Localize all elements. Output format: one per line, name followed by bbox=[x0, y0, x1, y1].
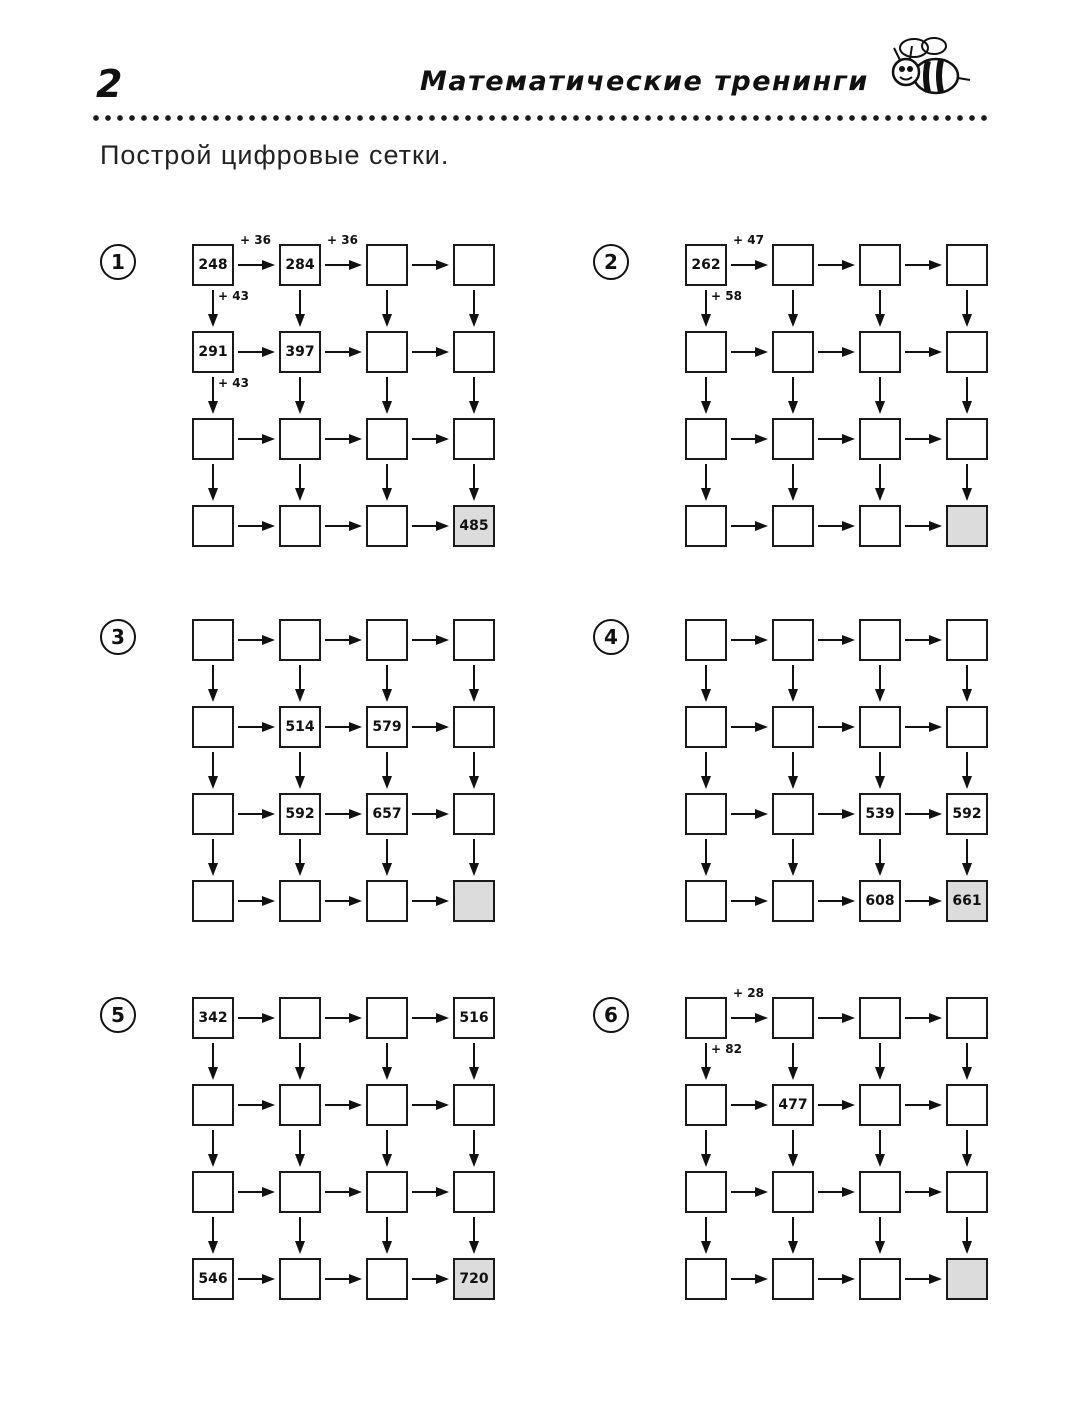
grid-cell[interactable]: 579 bbox=[366, 706, 408, 748]
arrow-right-icon bbox=[238, 896, 275, 906]
grid-cell[interactable] bbox=[859, 706, 901, 748]
arrow-down-icon bbox=[469, 752, 479, 789]
grid-cell[interactable] bbox=[366, 997, 408, 1039]
arrow-right-icon bbox=[818, 635, 855, 645]
arrow-down-icon bbox=[875, 839, 885, 876]
grid-cell[interactable] bbox=[946, 997, 988, 1039]
grid-cell[interactable] bbox=[279, 1084, 321, 1126]
step-hint: + 58 bbox=[711, 289, 742, 303]
arrow-right-icon bbox=[818, 896, 855, 906]
task-instruction: Построй цифровые сетки. bbox=[100, 140, 450, 170]
arrow-down-icon bbox=[208, 290, 218, 327]
grid-cell[interactable] bbox=[279, 505, 321, 547]
grid-cell[interactable] bbox=[946, 1258, 988, 1300]
puzzle-number: 2 bbox=[593, 244, 629, 280]
puzzle-number: 4 bbox=[593, 619, 629, 655]
grid-cell[interactable] bbox=[859, 1258, 901, 1300]
arrow-down-icon bbox=[295, 839, 305, 876]
arrow-right-icon bbox=[818, 434, 855, 444]
arrow-right-icon bbox=[905, 347, 942, 357]
grid-cell[interactable] bbox=[859, 1084, 901, 1126]
arrow-down-icon bbox=[469, 665, 479, 702]
arrow-down-icon bbox=[962, 839, 972, 876]
grid-cell[interactable] bbox=[192, 793, 234, 835]
grid-cell[interactable] bbox=[685, 331, 727, 373]
grid-cell[interactable] bbox=[685, 793, 727, 835]
arrow-right-icon bbox=[905, 1013, 942, 1023]
grid-cell[interactable] bbox=[453, 706, 495, 748]
arrow-right-icon bbox=[412, 1274, 449, 1284]
arrow-down-icon bbox=[469, 1130, 479, 1167]
arrow-right-icon bbox=[818, 1100, 855, 1110]
grid-cell[interactable] bbox=[192, 880, 234, 922]
arrow-right-icon bbox=[818, 1013, 855, 1023]
arrow-right-icon bbox=[731, 434, 768, 444]
arrow-right-icon bbox=[731, 809, 768, 819]
grid-cell[interactable] bbox=[366, 505, 408, 547]
grid-cell[interactable] bbox=[453, 331, 495, 373]
arrow-down-icon bbox=[701, 1217, 711, 1254]
grid-cell[interactable]: 592 bbox=[946, 793, 988, 835]
grid-cell[interactable] bbox=[772, 997, 814, 1039]
grid-cell[interactable] bbox=[279, 619, 321, 661]
grid-cell[interactable]: 284 bbox=[279, 244, 321, 286]
step-hint: + 82 bbox=[711, 1042, 742, 1056]
grid-cell[interactable]: 342 bbox=[192, 997, 234, 1039]
grid-cell[interactable] bbox=[859, 997, 901, 1039]
arrow-right-icon bbox=[325, 260, 362, 270]
arrow-down-icon bbox=[962, 1217, 972, 1254]
arrow-right-icon bbox=[238, 434, 275, 444]
arrow-down-icon bbox=[295, 665, 305, 702]
arrow-right-icon bbox=[731, 896, 768, 906]
arrow-down-icon bbox=[875, 1217, 885, 1254]
arrow-down-icon bbox=[208, 839, 218, 876]
grid-cell[interactable] bbox=[453, 880, 495, 922]
grid-cell[interactable]: 516 bbox=[453, 997, 495, 1039]
number-grid bbox=[593, 619, 1013, 949]
arrow-down-icon bbox=[962, 464, 972, 501]
grid-cell[interactable] bbox=[772, 619, 814, 661]
puzzle-6 bbox=[593, 986, 1013, 1327]
arrow-down-icon bbox=[875, 665, 885, 702]
arrow-right-icon bbox=[905, 521, 942, 531]
arrow-right-icon bbox=[325, 809, 362, 819]
grid-cell[interactable] bbox=[859, 1171, 901, 1213]
arrow-right-icon bbox=[905, 809, 942, 819]
arrow-right-icon bbox=[412, 1187, 449, 1197]
arrow-right-icon bbox=[905, 896, 942, 906]
grid-cell[interactable] bbox=[453, 1171, 495, 1213]
arrow-right-icon bbox=[325, 434, 362, 444]
arrow-right-icon bbox=[238, 722, 275, 732]
arrow-right-icon bbox=[325, 521, 362, 531]
grid-cell[interactable] bbox=[192, 619, 234, 661]
puzzle-2 bbox=[593, 233, 1013, 574]
grid-cell[interactable] bbox=[772, 1258, 814, 1300]
puzzle-4 bbox=[593, 619, 1013, 949]
puzzle-5 bbox=[100, 997, 520, 1327]
arrow-right-icon bbox=[905, 1274, 942, 1284]
puzzle-number: 1 bbox=[100, 244, 136, 280]
grid-cell[interactable]: 248 bbox=[192, 244, 234, 286]
arrow-right-icon bbox=[731, 521, 768, 531]
arrow-right-icon bbox=[818, 1274, 855, 1284]
arrow-right-icon bbox=[325, 1187, 362, 1197]
grid-cell[interactable] bbox=[279, 418, 321, 460]
arrow-right-icon bbox=[238, 1013, 275, 1023]
grid-cell[interactable] bbox=[685, 1084, 727, 1126]
puzzle-number: 3 bbox=[100, 619, 136, 655]
grid-cell[interactable] bbox=[279, 1258, 321, 1300]
grid-cell[interactable] bbox=[685, 880, 727, 922]
grid-cell[interactable] bbox=[772, 418, 814, 460]
arrow-down-icon bbox=[208, 665, 218, 702]
arrow-right-icon bbox=[731, 260, 768, 270]
arrow-right-icon bbox=[325, 635, 362, 645]
grid-cell[interactable] bbox=[366, 1171, 408, 1213]
arrow-down-icon bbox=[469, 290, 479, 327]
arrow-right-icon bbox=[412, 896, 449, 906]
arrow-right-icon bbox=[238, 260, 275, 270]
grid-cell[interactable]: 608 bbox=[859, 880, 901, 922]
grid-cell[interactable] bbox=[946, 331, 988, 373]
arrow-right-icon bbox=[818, 722, 855, 732]
grid-cell[interactable]: 477 bbox=[772, 1084, 814, 1126]
grid-cell[interactable]: 657 bbox=[366, 793, 408, 835]
arrow-down-icon bbox=[295, 464, 305, 501]
step-hint: + 47 bbox=[733, 233, 764, 247]
grid-cell[interactable] bbox=[366, 1258, 408, 1300]
grid-cell[interactable] bbox=[279, 997, 321, 1039]
arrow-down-icon bbox=[962, 377, 972, 414]
arrow-down-icon bbox=[701, 1130, 711, 1167]
grid-cell[interactable] bbox=[685, 1258, 727, 1300]
bee-icon bbox=[884, 34, 974, 102]
arrow-down-icon bbox=[469, 839, 479, 876]
number-grid bbox=[593, 233, 1013, 574]
arrow-down-icon bbox=[701, 377, 711, 414]
grid-cell[interactable] bbox=[192, 1171, 234, 1213]
arrow-down-icon bbox=[788, 665, 798, 702]
grid-cell[interactable]: 720 bbox=[453, 1258, 495, 1300]
arrow-down-icon bbox=[875, 377, 885, 414]
arrow-down-icon bbox=[875, 290, 885, 327]
arrow-right-icon bbox=[238, 1274, 275, 1284]
arrow-down-icon bbox=[962, 290, 972, 327]
arrow-right-icon bbox=[325, 896, 362, 906]
arrow-right-icon bbox=[905, 635, 942, 645]
grid-cell[interactable] bbox=[685, 706, 727, 748]
arrow-right-icon bbox=[238, 1187, 275, 1197]
puzzle-number: 5 bbox=[100, 997, 136, 1033]
grid-cell[interactable] bbox=[946, 505, 988, 547]
grid-cell[interactable] bbox=[453, 1084, 495, 1126]
grid-cell[interactable] bbox=[685, 505, 727, 547]
arrow-down-icon bbox=[788, 1217, 798, 1254]
grid-cell[interactable] bbox=[772, 1171, 814, 1213]
arrow-down-icon bbox=[788, 1130, 798, 1167]
grid-cell[interactable]: 485 bbox=[453, 505, 495, 547]
arrow-right-icon bbox=[238, 1100, 275, 1110]
puzzle-number: 6 bbox=[593, 997, 629, 1033]
grid-cell[interactable] bbox=[772, 880, 814, 922]
grid-cell[interactable] bbox=[859, 505, 901, 547]
grid-cell[interactable] bbox=[946, 706, 988, 748]
arrow-down-icon bbox=[469, 1217, 479, 1254]
arrow-down-icon bbox=[382, 1130, 392, 1167]
arrow-down-icon bbox=[875, 1130, 885, 1167]
grid-cell[interactable]: 539 bbox=[859, 793, 901, 835]
arrow-right-icon bbox=[818, 521, 855, 531]
step-hint: + 28 bbox=[733, 986, 764, 1000]
arrow-down-icon bbox=[208, 752, 218, 789]
arrow-down-icon bbox=[701, 839, 711, 876]
arrow-down-icon bbox=[788, 377, 798, 414]
grid-cell[interactable]: 291 bbox=[192, 331, 234, 373]
grid-cell[interactable]: 514 bbox=[279, 706, 321, 748]
arrow-down-icon bbox=[788, 1043, 798, 1080]
arrow-down-icon bbox=[382, 377, 392, 414]
grid-cell[interactable]: 661 bbox=[946, 880, 988, 922]
arrow-right-icon bbox=[325, 1100, 362, 1110]
arrow-down-icon bbox=[701, 290, 711, 327]
grid-cell[interactable] bbox=[859, 244, 901, 286]
grid-cell[interactable] bbox=[772, 331, 814, 373]
arrow-right-icon bbox=[905, 1100, 942, 1110]
arrow-down-icon bbox=[701, 665, 711, 702]
arrow-down-icon bbox=[469, 377, 479, 414]
arrow-down-icon bbox=[788, 290, 798, 327]
grid-cell[interactable]: 397 bbox=[279, 331, 321, 373]
arrow-down-icon bbox=[875, 752, 885, 789]
arrow-right-icon bbox=[818, 347, 855, 357]
arrow-down-icon bbox=[208, 1217, 218, 1254]
page-title: Математические тренинги bbox=[420, 66, 869, 97]
grid-cell[interactable] bbox=[685, 997, 727, 1039]
arrow-down-icon bbox=[208, 377, 218, 414]
arrow-down-icon bbox=[295, 1130, 305, 1167]
arrow-right-icon bbox=[325, 722, 362, 732]
grid-cell[interactable]: 592 bbox=[279, 793, 321, 835]
arrow-right-icon bbox=[731, 1187, 768, 1197]
number-grid bbox=[593, 986, 1013, 1327]
arrow-right-icon bbox=[238, 347, 275, 357]
arrow-right-icon bbox=[412, 1013, 449, 1023]
arrow-down-icon bbox=[788, 464, 798, 501]
puzzle-1 bbox=[100, 233, 520, 574]
grid-cell[interactable] bbox=[366, 244, 408, 286]
grid-cell[interactable] bbox=[192, 706, 234, 748]
grid-cell[interactable] bbox=[859, 331, 901, 373]
grid-cell[interactable] bbox=[453, 793, 495, 835]
arrow-down-icon bbox=[382, 752, 392, 789]
arrow-down-icon bbox=[382, 1217, 392, 1254]
step-hint: + 36 bbox=[240, 233, 271, 247]
grid-cell[interactable] bbox=[279, 1171, 321, 1213]
arrow-down-icon bbox=[208, 464, 218, 501]
grid-cell[interactable] bbox=[772, 706, 814, 748]
arrow-right-icon bbox=[412, 434, 449, 444]
grid-cell[interactable] bbox=[772, 505, 814, 547]
arrow-down-icon bbox=[701, 464, 711, 501]
arrow-down-icon bbox=[295, 1043, 305, 1080]
arrow-right-icon bbox=[412, 347, 449, 357]
arrow-right-icon bbox=[412, 635, 449, 645]
arrow-down-icon bbox=[701, 752, 711, 789]
arrow-down-icon bbox=[962, 752, 972, 789]
arrow-right-icon bbox=[905, 1187, 942, 1197]
grid-cell[interactable] bbox=[453, 418, 495, 460]
grid-cell[interactable] bbox=[859, 619, 901, 661]
arrow-right-icon bbox=[818, 260, 855, 270]
arrow-right-icon bbox=[412, 809, 449, 819]
grid-cell[interactable] bbox=[772, 244, 814, 286]
arrow-down-icon bbox=[469, 1043, 479, 1080]
arrow-right-icon bbox=[818, 1187, 855, 1197]
grid-cell[interactable] bbox=[685, 1171, 727, 1213]
arrow-right-icon bbox=[731, 1013, 768, 1023]
arrow-down-icon bbox=[875, 1043, 885, 1080]
grid-cell[interactable] bbox=[366, 418, 408, 460]
page-number: 2 bbox=[96, 62, 123, 106]
step-hint: + 36 bbox=[327, 233, 358, 247]
number-grid bbox=[100, 619, 520, 949]
grid-cell[interactable] bbox=[192, 1084, 234, 1126]
grid-cell[interactable]: 546 bbox=[192, 1258, 234, 1300]
arrow-right-icon bbox=[238, 635, 275, 645]
arrow-right-icon bbox=[731, 1274, 768, 1284]
grid-cell[interactable] bbox=[946, 1171, 988, 1213]
grid-cell[interactable] bbox=[453, 619, 495, 661]
arrow-down-icon bbox=[382, 290, 392, 327]
arrow-down-icon bbox=[382, 464, 392, 501]
arrow-down-icon bbox=[875, 464, 885, 501]
arrow-right-icon bbox=[412, 722, 449, 732]
grid-cell[interactable] bbox=[859, 418, 901, 460]
arrow-right-icon bbox=[731, 347, 768, 357]
grid-cell[interactable] bbox=[366, 331, 408, 373]
arrow-right-icon bbox=[412, 260, 449, 270]
arrow-right-icon bbox=[325, 1013, 362, 1023]
dotted-separator bbox=[90, 113, 988, 123]
arrow-right-icon bbox=[325, 347, 362, 357]
arrow-down-icon bbox=[382, 839, 392, 876]
grid-cell[interactable] bbox=[192, 418, 234, 460]
grid-cell[interactable] bbox=[946, 418, 988, 460]
arrow-down-icon bbox=[788, 752, 798, 789]
arrow-down-icon bbox=[208, 1043, 218, 1080]
number-grid bbox=[100, 997, 520, 1327]
arrow-right-icon bbox=[325, 1274, 362, 1284]
arrow-right-icon bbox=[238, 809, 275, 819]
arrow-down-icon bbox=[701, 1043, 711, 1080]
arrow-down-icon bbox=[962, 1130, 972, 1167]
arrow-down-icon bbox=[295, 1217, 305, 1254]
arrow-right-icon bbox=[412, 1100, 449, 1110]
puzzle-3 bbox=[100, 619, 520, 949]
grid-cell[interactable] bbox=[453, 244, 495, 286]
arrow-right-icon bbox=[731, 722, 768, 732]
grid-cell[interactable] bbox=[192, 505, 234, 547]
arrow-right-icon bbox=[731, 1100, 768, 1110]
arrow-right-icon bbox=[905, 722, 942, 732]
grid-cell[interactable] bbox=[946, 1084, 988, 1126]
arrow-down-icon bbox=[962, 665, 972, 702]
grid-cell[interactable] bbox=[366, 1084, 408, 1126]
arrow-down-icon bbox=[295, 752, 305, 789]
number-grid bbox=[100, 233, 520, 574]
grid-cell[interactable] bbox=[946, 244, 988, 286]
arrow-right-icon bbox=[905, 260, 942, 270]
step-hint: + 43 bbox=[218, 376, 249, 390]
arrow-right-icon bbox=[905, 434, 942, 444]
arrow-down-icon bbox=[295, 377, 305, 414]
arrow-down-icon bbox=[469, 464, 479, 501]
arrow-down-icon bbox=[788, 839, 798, 876]
grid-cell[interactable]: 262 bbox=[685, 244, 727, 286]
arrow-down-icon bbox=[295, 290, 305, 327]
step-hint: + 43 bbox=[218, 289, 249, 303]
grid-cell[interactable] bbox=[946, 619, 988, 661]
grid-cell[interactable] bbox=[685, 418, 727, 460]
arrow-down-icon bbox=[208, 1130, 218, 1167]
arrow-right-icon bbox=[412, 521, 449, 531]
arrow-right-icon bbox=[731, 635, 768, 645]
arrow-down-icon bbox=[962, 1043, 972, 1080]
arrow-right-icon bbox=[818, 809, 855, 819]
grid-cell[interactable] bbox=[366, 880, 408, 922]
grid-cell[interactable] bbox=[366, 619, 408, 661]
grid-cell[interactable] bbox=[685, 619, 727, 661]
arrow-right-icon bbox=[238, 521, 275, 531]
arrow-down-icon bbox=[382, 1043, 392, 1080]
grid-cell[interactable] bbox=[279, 880, 321, 922]
grid-cell[interactable] bbox=[772, 793, 814, 835]
arrow-down-icon bbox=[382, 665, 392, 702]
